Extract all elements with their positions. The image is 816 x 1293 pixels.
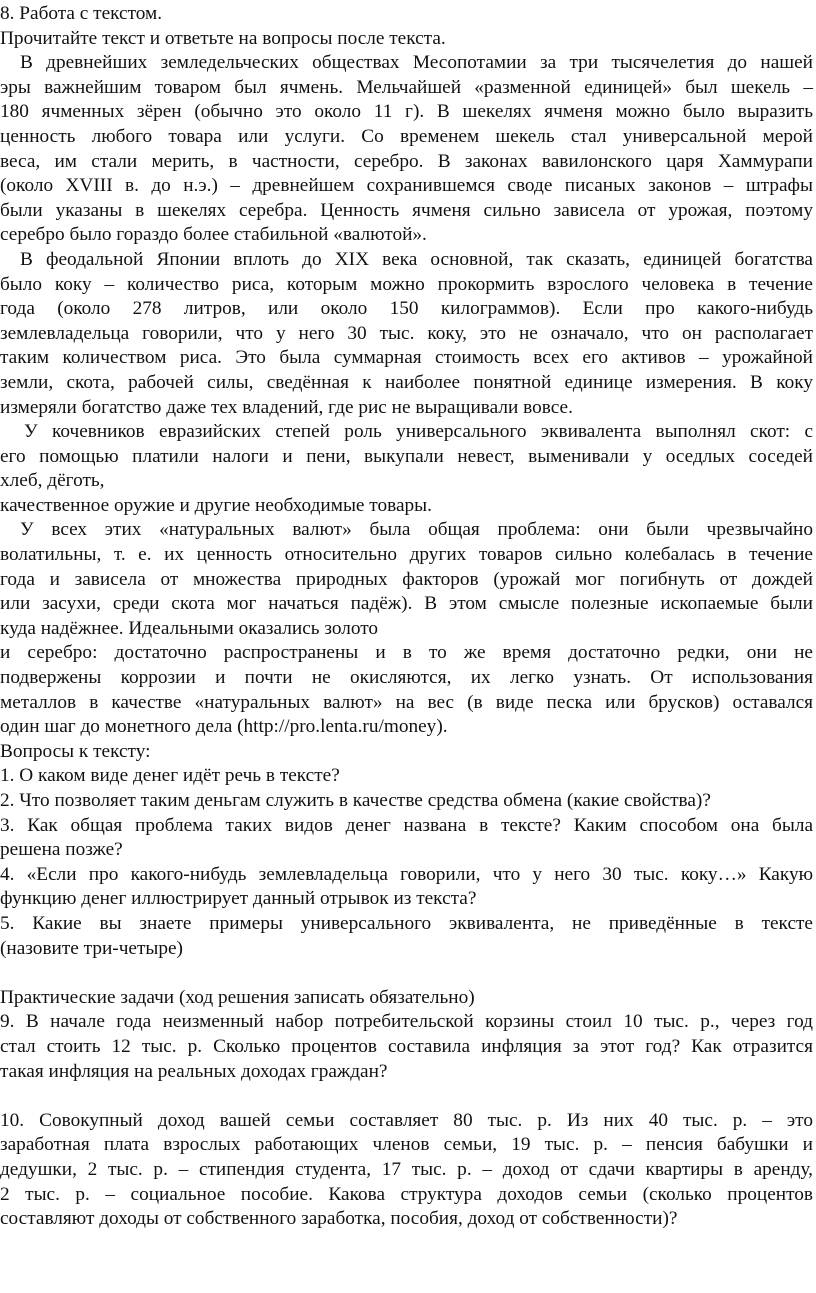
text-line: один шаг до монетного дела (http://pro.lenta.ru/money). [0,716,448,738]
paragraph-mesopotamia [0,51,813,248]
questions-list [0,764,813,961]
text-line: серебро было гораздо более стабильной «валютой». [0,224,427,246]
text-line: землевладельца говорили, что у него 30 тыс. коку, это не означало, что он располагает [0,322,813,344]
task-line: 10. Совокупный доход вашей семьи составляет 80 тыс. р. Из них 40 тыс. р. – это [0,1109,813,1131]
text-line: года (около 278 литров, или около 150 килограммов). Если про какого-нибудь [0,298,813,320]
text-line: куда надёжнее. Идеальными оказались золото [0,617,379,639]
text-line: хлеб, дёготь, [0,470,105,492]
question-item: 2. Что позволяет таким деньгам служить в качестве средства обмена (какие свойства)? [0,790,711,811]
text-line: волатильны, т. е. их ценность относительно других товаров сильно колебалась в течение [0,544,813,566]
text-line: веса, им стали мерить, в частности, серебро. В законах вавилонского царя Хаммурапи [0,150,813,172]
spacer [0,961,813,986]
question-item-continuation: (назовите три-четыре) [0,937,183,959]
document-body [0,2,813,1232]
text-line: эры важнейшим товаром был ячмень. Мельчайшей «разменной единицей» был шекель – [0,76,813,98]
question-item: 5. Какие вы знаете примеры универсального эквивалента, не приведённые в тексте [0,912,813,934]
task-10 [0,1109,813,1232]
task-line: дедушки, 2 тыс. р. – стипендия студента, 17 тыс. р. – доход от сдачи квартиры в аренду, [0,1158,813,1180]
text-line: В феодальной Японии вплоть до XIX века основной, так сказать, единицей богатства [20,248,813,270]
text-line: У кочевников евразийских степей роль универсального эквивалента выполнял скот: с [24,421,813,443]
text-line: ценность любого товара или услуги. Со временем шекель стал универсальной мерой [0,125,813,147]
questions-heading: Вопросы к тексту: [0,740,151,762]
task-line: составляют доходы от собственного заработка, пособия, доход от собственности)? [0,1208,678,1230]
task-9 [0,1010,813,1084]
reading-instruction: Прочитайте текст и ответьте на вопросы после текста. [0,27,446,49]
question-item: 3. Как общая проблема таких видов денег названа в тексте? Каким способом она была [0,814,813,836]
text-line: таким количеством риса. Это была суммарная стоимость всех его активов – урожайной [0,347,813,369]
task-line: такая инфляция на реальных доходах граждан? [0,1060,388,1082]
task-line: стал стоить 12 тыс. р. Сколько процентов составила инфляция за этот год? Как отразится [0,1035,813,1057]
text-line: В древнейших земледельческих обществах Месопотамии за три тысячелетия до нашей [20,52,813,74]
question-item: 4. «Если про какого-нибудь землевладельца говорили, что у него 30 тыс. коку…» Какую [0,863,813,885]
task-line: 9. В начале года неизменный набор потребительской корзины стоил 10 тыс. р., через год [0,1011,813,1033]
text-line: У всех этих «натуральных валют» была общая проблема: они были чрезвычайно [20,519,813,541]
text-line: были указаны в шекелях серебра. Ценность ячменя сильно зависела от урожая, поэтому [0,199,813,221]
question-item-continuation: функцию денег иллюстрирует данный отрывок из текста? [0,888,477,910]
text-line: земли, скота, рабочей силы, сведённая к наиболее понятной единице измерения. В коку [0,371,813,393]
task-line: заработная плата взрослых работающих членов семьи, 19 тыс. р. – пенсия бабушки и [0,1134,813,1156]
paragraph-natural-currencies [0,518,813,739]
text-line: его помощью платили налоги и пени, выкупали невест, выменивали у оседлых соседей [0,445,813,467]
text-line: качественное оружие и другие необходимые товары. [0,494,432,516]
section-title: 8. Работа с текстом. [0,3,163,24]
spacer [0,1084,813,1109]
paragraph-japan [0,248,813,420]
task-line: 2 тыс. р. – социальное пособие. Какова структура доходов семьи (сколько процентов [0,1183,813,1205]
question-item: 1. О каком виде денег идёт речь в тексте? [0,765,340,787]
text-line: (около XVIII в. до н.э.) – древнейшем сохранившемся своде писаных законов – штрафы [0,175,813,197]
question-item-continuation: решена позже? [0,839,123,861]
text-line: или засухи, среди скота мог начаться падёж). В этом смысле полезные ископаемые были [0,593,813,615]
text-line: 180 ячменных зёрен (обычно это около 11 г). В шекелях ячменя можно было выразить [0,101,813,123]
text-line: и серебро: достаточно распространены и в то же время достаточно редки, они не [0,642,813,664]
practice-heading: Практические задачи (ход решения записать обязательно) [0,986,475,1008]
paragraph-nomads [0,420,813,518]
text-line: измеряли богатство даже тех владений, где рис не выращивали вовсе. [0,396,573,418]
text-line: года и зависела от множества природных факторов (урожай мог погибнуть от дождей [0,568,813,590]
text-line: металлов в качестве «натуральных валют» на вес (в виде песка или брусков) оставался [0,691,813,713]
text-line: подвержены коррозии и почти не окисляются, их легко узнать. От использования [0,667,813,689]
text-line: было коку – количество риса, которым можно прокормить взрослого человека в течение [0,273,813,295]
